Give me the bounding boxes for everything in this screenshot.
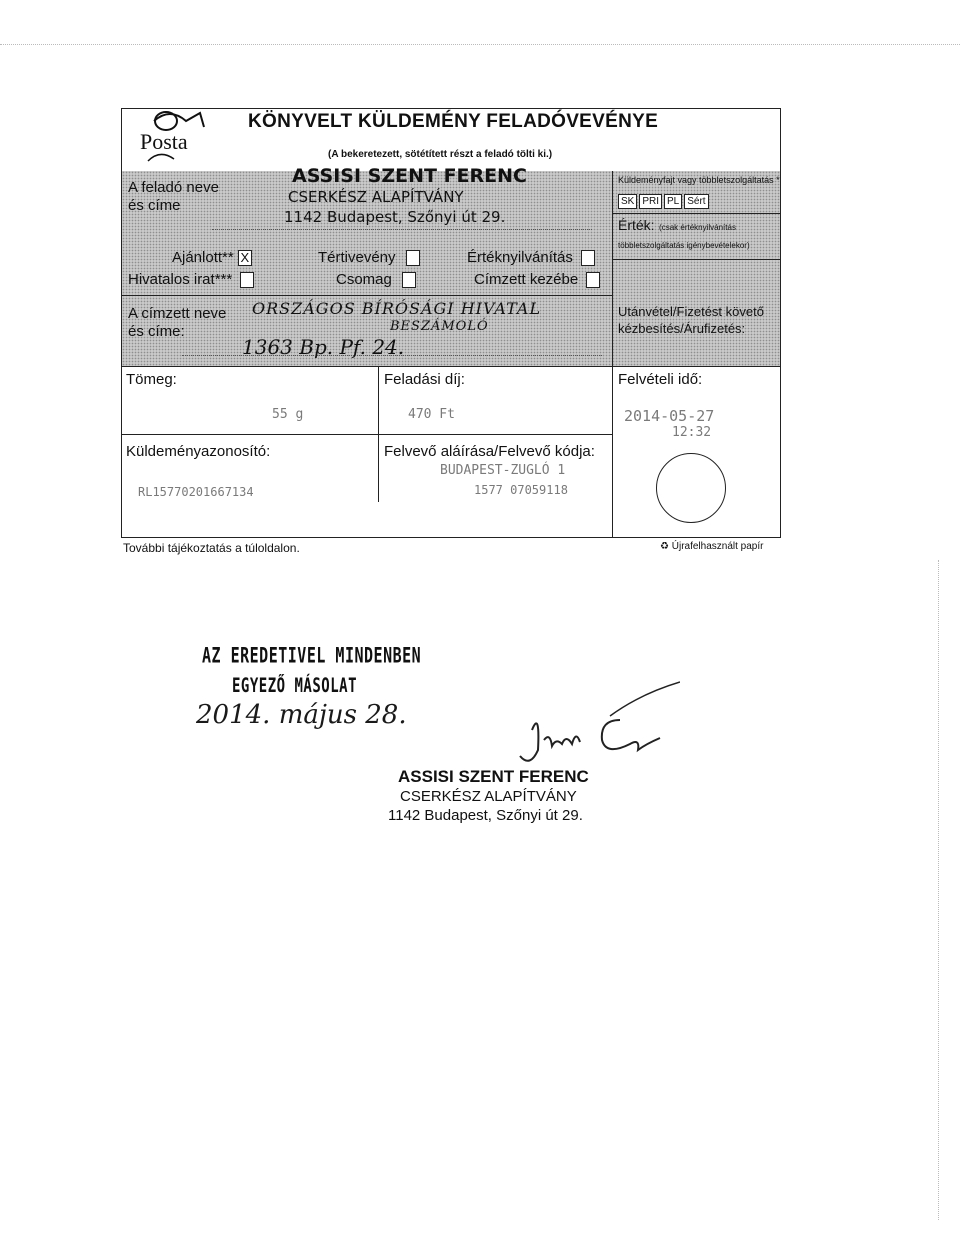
sender-label [128,179,219,215]
type-box-sk[interactable]: SK [618,194,637,209]
scan-edge-line [0,44,960,45]
ajanlott-check-mark: X [240,250,250,266]
option-hivatalos [128,271,254,288]
service-types-label: Küldeményfajt vagy többletszolgáltatás * [618,175,780,185]
recipient-line3-handwritten: 1363 Bp. Pf. 24. [242,335,405,359]
date-stamp-circle [656,453,726,523]
option-cimzett-kezebe [474,271,600,288]
recipient-label-line1: A címzett neve [128,305,227,322]
sender-name-stamp: ASSISI SZENT FERENC [292,165,527,187]
weight-label: Tömeg: [126,371,177,388]
pickup-time-label: Felvételi idő: [618,371,703,388]
recipient-line2-handwritten: BESZÁMOLÓ [390,319,489,334]
recycled-label: Újrafelhasznált papír [671,541,764,552]
fee-value: 470 Ft [408,407,455,422]
form-title: KÖNYVELT KÜLDEMÉNY FELADÓVEVÉNYE [248,111,659,132]
cod-label: Utánvétel/Fizetést követő kézbesítés/Árufizetés: [618,304,764,336]
option-tertiveveny [318,249,420,266]
tertiveveny-checkbox[interactable] [406,250,420,266]
sender-dotline [212,229,592,230]
option-ertek [467,249,595,266]
option-ajanlott [172,249,252,266]
stamp-address: 1142 Budapest, Szőnyi út 29. [388,807,583,824]
shipment-id-value: RL15770201667134 [138,485,254,499]
ertek-label: Értéknyilvánítás [467,249,573,266]
recipient-label [128,305,226,341]
value-field [618,217,778,253]
service-type-boxes [618,191,711,209]
certified-copy-line2: EGYEZŐ MÁSOLAT [232,675,358,698]
type-box-pl[interactable]: PL [664,194,682,209]
receiver-code-value: 1577 07059118 [474,483,568,497]
hivatalos-checkbox[interactable] [240,272,254,288]
weight-value: 55 g [272,407,304,422]
sender-label-line2: és címe [128,197,181,214]
fee-label: Feladási díj: [384,371,465,388]
handwritten-date: 2014. május 28. [196,700,407,730]
recipient-line1-handwritten: ORSZÁGOS BÍRÓSÁGI HIVATAL [252,299,542,318]
option-csomag [336,271,416,288]
sender-label-line1: A feladó neve [128,179,219,196]
csomag-label: Csomag [336,271,392,288]
sender-address-stamp: 1142 Budapest, Szőnyi út 29. [284,208,506,226]
tertiveveny-label: Tértivevény [318,249,396,266]
brand-name: Posta [140,129,188,154]
recycle-icon: ♻ [660,541,669,552]
certified-copy-line1: AZ EREDETIVEL MINDENBEN [202,643,422,669]
type-box-pri[interactable]: PRI [639,194,662,209]
cimzett-kezebe-label: Címzett kezébe [474,271,579,288]
receiver-signature-label: Felvevő aláírása/Felvevő kódja: [384,443,595,460]
post-office-value: BUDAPEST-ZUGLÓ 1 [440,463,566,478]
value-note: (csak értéknyilvánítás többletszolgáltatás igénybevételekor) [618,223,750,250]
csomag-checkbox[interactable] [402,272,416,288]
scan-side-line [938,560,939,1220]
hivatalos-label: Hivatalos irat*** [128,271,233,288]
form-note: (A bekeretezett, sötétített részt a feladó tölti ki.) [328,149,553,160]
ertek-checkbox[interactable] [581,250,595,266]
receipt-form [121,108,781,538]
pickup-time-value: 12:32 [672,425,712,440]
value-label: Érték: [618,217,655,233]
posta-logo [130,109,220,167]
handwritten-signature [480,680,680,770]
ajanlott-label: Ajánlott** [172,249,234,266]
stamp-name: ASSISI SZENT FERENC [398,767,589,786]
footer-info: További tájékoztatás a túloldalon. [123,541,300,555]
recipient-dotline [182,355,602,356]
ajanlott-checkbox[interactable] [238,250,252,266]
shipment-id-label: Küldeményazonosító: [126,443,271,460]
cimzett-kezebe-checkbox[interactable] [586,272,600,288]
recycled-paper-note [660,541,763,552]
stamp-org: CSERKÉSZ ALAPÍTVÁNY [400,788,577,805]
pickup-date-value: 2014-05-27 [624,407,715,425]
sender-org-stamp: CSERKÉSZ ALAPÍTVÁNY [288,188,464,206]
type-box-sert[interactable]: Sért [684,194,708,209]
recipient-label-line2: és címe: [128,323,185,340]
